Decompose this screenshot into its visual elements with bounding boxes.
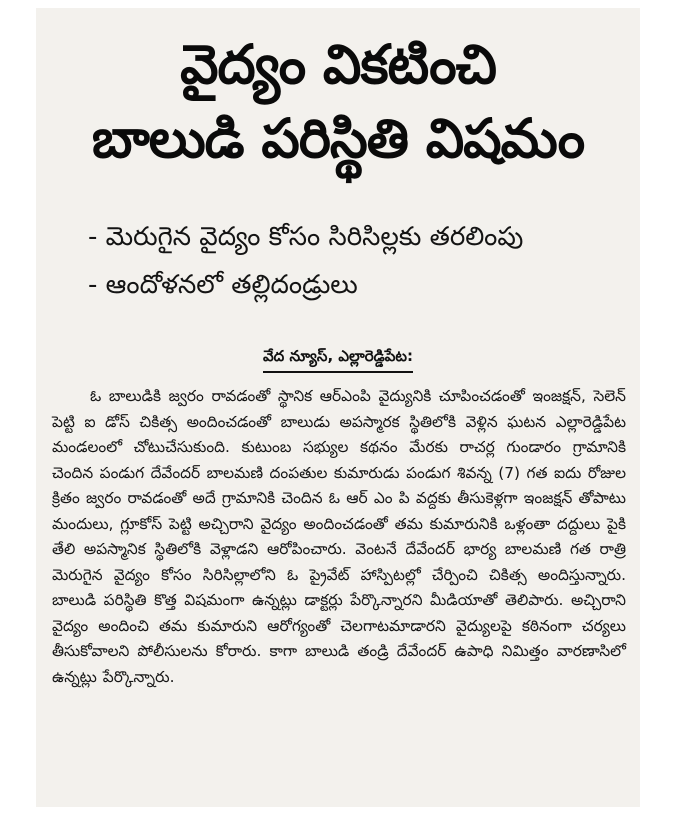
headline-line-1: వైద్యం వికటించి xyxy=(180,33,496,96)
article-paragraph: ఓ బాలుడికి జ్వరం రావడంతో స్థానిక ఆర్ఎంపి వైద్యునికి చూపించడంతో ఇంజక్షన్, సెలెన్ పెట్టి ఐ డోస్ చికిత్స అందించడంతో బాలుడు అపస్మారక స్థితిలోకి వెళ్లిన ఘటన ఎల్లారెడ్డిపేట మండలంలో చోటుచేసుకుంది. కుటుంబ సభ్యుల కథనం మేరకు రాచర్ల గుండారం గ్రామానికి చెందిన పండుగ దేవేందర్ బాలమణి దంపతుల కుమారుడు పండుగ శివన్న (7) గత ఐదు రోజుల క్రితం జ్వరం రావడంతో అదే గ్రామానికి చెందిన ఓ ఆర్ ఎం పి వద్దకు తీసుకెళ్లగా ఇంజక్షన్ తోపాటు మందులు, గ్లూకోస్ పెట్టి అచ్చిరాని వైద్యం అందించడంతో తమ కుమారునికి ఒళ్లంతా దద్దులు పైకి తేలి అపస్మానిక స్థితిలోకి వెళ్లాడని ఆరోపించారు. వెంటనే దేవేందర్ భార్య బాలమణి గత రాత్రి మెరుగైన వైద్యం కోసం సిరిసిల్లాలోని ఓ ప్రైవేట్ హాస్పిటల్లో చేర్పించి చికిత్స అందిస్తున్నారు. బాలుడి పరిస్థితి కొత్త విషమంగా ఉన్నట్లు డాక్టర్లు పేర్కొన్నారని మీడియాతో తెలిపారు. అచ్చిరాని వైద్యం అందించి తమ కుమారుని ఆరోగ్యంతో చెలగాటమాడారని వైద్యులపై కఠినంగా చర్యలు తీసుకోవాలని పోలీసులను కోరారు. కాగా బాలుడి తండ్రి దేవేందర్ ఉపాధి నిమిత్తం వారణాసిలో ఉన్నట్లు పేర్కొన్నారు. xyxy=(52,387,626,686)
subheadline-2: - ఆందోళనలో తల్లిదండ్రులు xyxy=(88,270,358,300)
byline xyxy=(36,346,640,373)
subheadline-1: - మెరుగైన వైద్యం కోసం సిరిసిల్లకు తరలింపు xyxy=(88,222,524,252)
headline-line-2: బాలుడి పరిస్థితి విషమం xyxy=(91,107,585,170)
news-clipping xyxy=(36,8,640,807)
article-body xyxy=(52,384,626,690)
byline-text: వేద న్యూస్, ఎల్లారెడ్డిపేట: xyxy=(263,347,413,373)
